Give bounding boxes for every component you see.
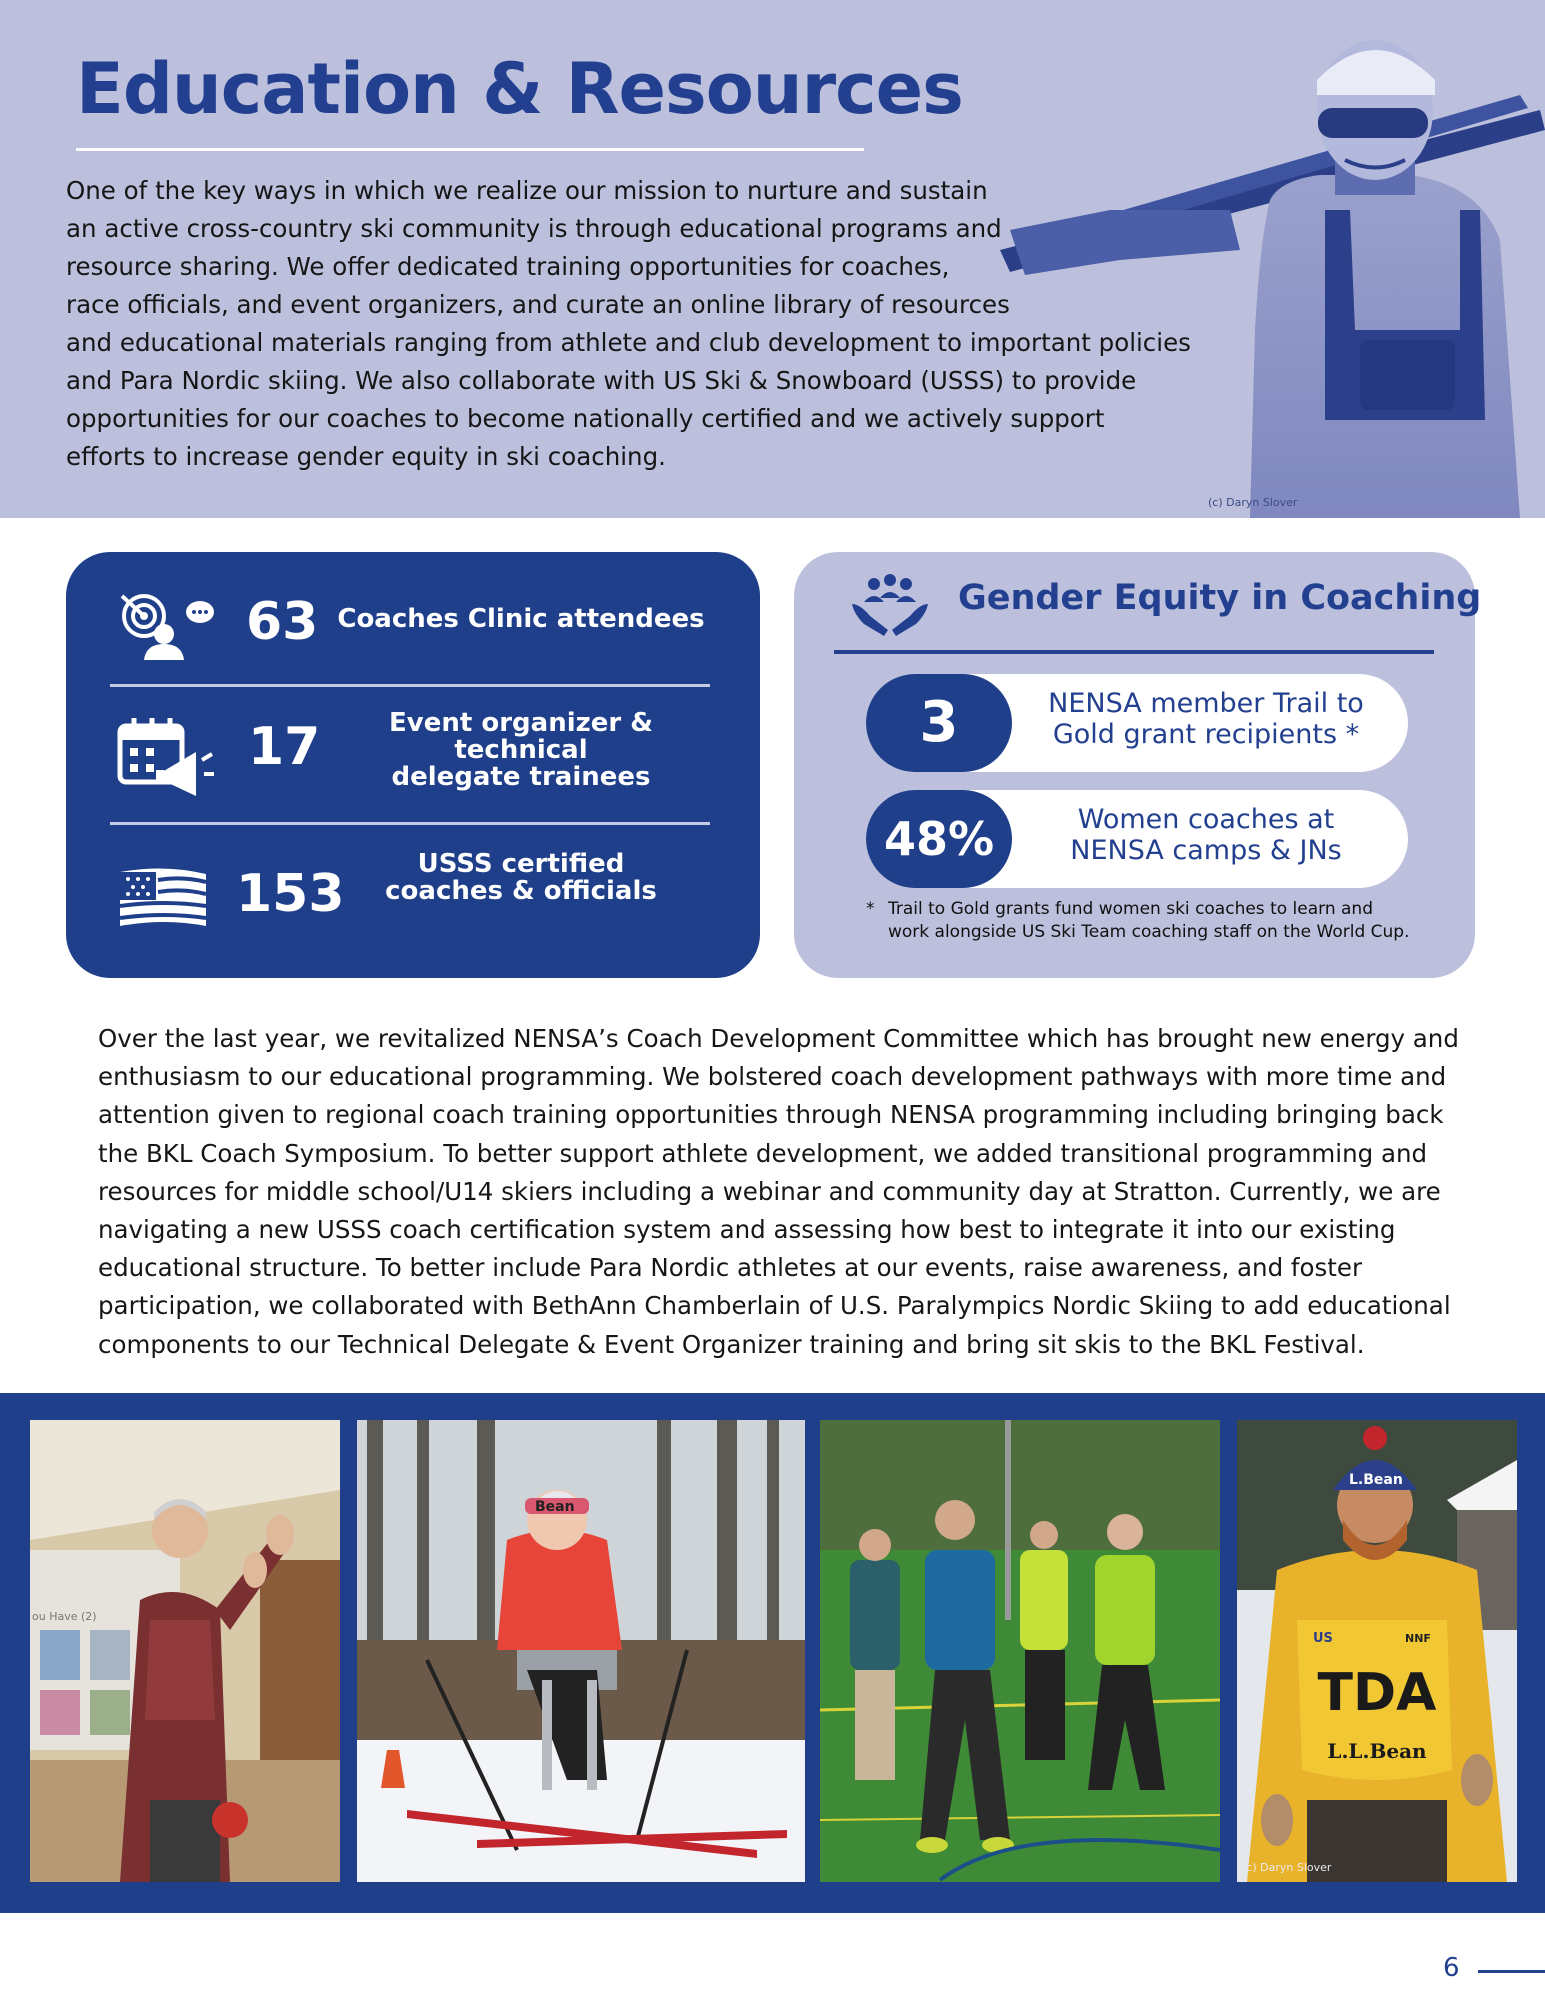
calendar-megaphone-icon [116,712,216,802]
body-line: Over the last year, we revitalized NENSA’s Coach Development Committee which has brought new energy and [98,1024,1459,1053]
us-flag-icon [118,866,208,930]
intro-paragraph [66,172,1191,476]
gender-stat-label-line: NENSA camps & JNs [1070,835,1342,866]
gender-stat-pill [866,674,1408,772]
screen-text: ou Have (2) [32,1610,97,1623]
body-line: resources for middle school/U14 skiers including a webinar and community day at Stratton. Currently, we are [98,1176,1441,1206]
gender-equity-title: Gender Equity in Coaching [958,578,1482,618]
body-line: attention given to regional coach training opportunities through NENSA programming including bringing back [98,1100,1444,1130]
body-line: the BKL Coach Symposium. To better support athlete development, we added transitional programming and [98,1138,1428,1168]
body-line: participation, we collaborated with BethAnn Chamberlain of U.S. Paralympics Nordic Skiing to add educational [98,1291,1451,1321]
page-number: 6 [1443,1953,1460,1983]
gender-stat-value: 48% [866,790,1012,888]
stat-label [336,851,706,905]
gender-stat-label [1016,804,1396,866]
footnote-star: * [866,899,875,919]
stat-label: Coaches Clinic attendees [337,604,705,634]
hat-text: L.Bean [1349,1472,1403,1488]
stat-label [336,710,706,791]
photo-credit: (c) Daryn Slover [1208,496,1298,509]
stat-divider [110,822,710,825]
photo-presenter [30,1420,340,1882]
gender-stat-value: 3 [866,674,1012,772]
bib-tda-text: TDA [1317,1663,1437,1723]
intro-line: race officials, and event organizers, and curate an online library of resources [66,290,1010,319]
stats-card [66,552,760,978]
hands-people-icon [850,574,930,638]
stat-label-line: delegate trainees [391,762,651,792]
footnote [866,898,1446,944]
title-underline [76,148,864,151]
stat-value: 17 [248,717,321,777]
intro-line: an active cross-country ski community is through educational programs and [66,214,1002,243]
stat-label-line: Event organizer & technical [389,708,653,765]
photo-field-activity [820,1420,1220,1882]
intro-line: One of the key ways in which we realize our mission to nurture and sustain [66,176,988,205]
gender-stat-label [1016,688,1396,750]
gender-equity-card [794,552,1482,978]
gender-stat-label-line: Gold grant recipients * [1052,719,1360,750]
body-line: components to our Technical Delegate & Event Organizer training and bring sit skis to the BKL Festival. [98,1329,1365,1359]
bib-brand-text: L.L.Bean [1327,1739,1427,1763]
stat-value: 63 [246,592,319,652]
intro-line: opportunities for our coaches to become nationally certified and we actively support [66,404,1105,433]
intro-line: efforts to increase gender equity in ski coaching. [66,442,666,471]
stat-divider [110,684,710,687]
gender-stat-pill [866,790,1408,888]
header-band [0,0,1545,518]
gender-title-underline [834,650,1434,654]
footnote-line: work alongside US Ski Team coaching staff on the World Cup. [888,922,1410,942]
stat-label-line: USSS certified [417,849,625,879]
body-line: educational structure. To better include Para Nordic athletes at our events, raise awareness, and foster [98,1253,1363,1283]
gender-stat-label-line: NENSA member Trail to [1048,688,1364,719]
intro-line: and educational materials ranging from athlete and club development to important policies [66,328,1191,357]
hat-text: Bean [535,1499,575,1515]
photo-credit: (c) Daryn Slover [1242,1861,1332,1874]
body-paragraph [98,1020,1478,1364]
page-number-rule [1478,1970,1545,1973]
stat-value: 153 [236,864,345,924]
photo-technical-delegate [1237,1420,1517,1882]
intro-line: and Para Nordic skiing. We also collaborate with US Ski & Snowboard (USSS) to provide [66,366,1137,395]
body-line: enthusiasm to our educational programming. We bolstered coach development pathways with more time and [98,1062,1447,1092]
bib-us-text: US [1313,1631,1333,1646]
gender-stat-label-line: Women coaches at [1077,804,1335,835]
body-line: navigating a new USSS coach certification system and assessing how best to integrate it into our existing [98,1215,1396,1245]
footnote-line: Trail to Gold grants fund women ski coaches to learn and [888,899,1373,919]
bib-nnf-text: NNF [1405,1632,1431,1645]
page-title: Education & Resources [76,48,963,130]
target-people-icon [116,592,216,662]
intro-line: resource sharing. We offer dedicated training opportunities for coaches, [66,252,950,281]
photo-sit-ski [357,1420,805,1882]
stat-label-line: coaches & officials [385,876,657,906]
